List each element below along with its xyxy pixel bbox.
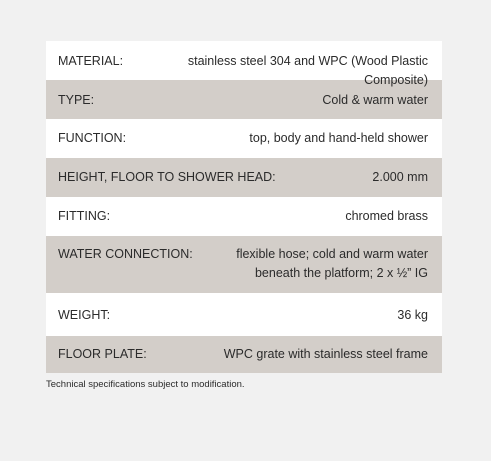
spec-value <box>193 245 428 283</box>
spec-row-height <box>46 158 442 197</box>
footnote: Technical specifications subject to modification. <box>46 379 245 390</box>
spec-row-water-connection <box>46 236 442 293</box>
spec-label: TYPE: <box>58 93 95 107</box>
spec-row-function <box>46 119 442 158</box>
spec-label: MATERIAL: <box>58 54 124 68</box>
spec-value-line: beneath the platform; 2 x ½” IG <box>254 266 428 280</box>
spec-value: 36 kg <box>397 308 428 322</box>
spec-row-floor-plate <box>46 336 442 373</box>
spec-label: FUNCTION: <box>58 131 127 145</box>
spec-value: 2.000 mm <box>372 170 428 184</box>
spec-row-weight <box>46 293 442 336</box>
spec-label: WEIGHT: <box>58 308 111 322</box>
spec-label: FLOOR PLATE: <box>58 347 147 361</box>
spec-label: HEIGHT, FLOOR TO SHOWER HEAD: <box>58 170 276 184</box>
spec-value: top, body and hand-held shower <box>249 131 428 145</box>
spec-value: WPC grate with stainless steel frame <box>223 347 428 361</box>
spec-value: stainless steel 304 and WPC (Wood Plastic Composite) <box>187 54 428 87</box>
spec-table <box>46 41 442 373</box>
spec-label: FITTING: <box>58 209 111 223</box>
spec-value: chromed brass <box>345 209 428 223</box>
spec-row-material <box>46 41 442 87</box>
spec-value: Cold & warm water <box>322 93 428 107</box>
spec-label: WATER CONNECTION: <box>58 247 193 261</box>
spec-value-line: flexible hose; cold and warm water <box>236 247 428 261</box>
spec-row-fitting <box>46 197 442 236</box>
